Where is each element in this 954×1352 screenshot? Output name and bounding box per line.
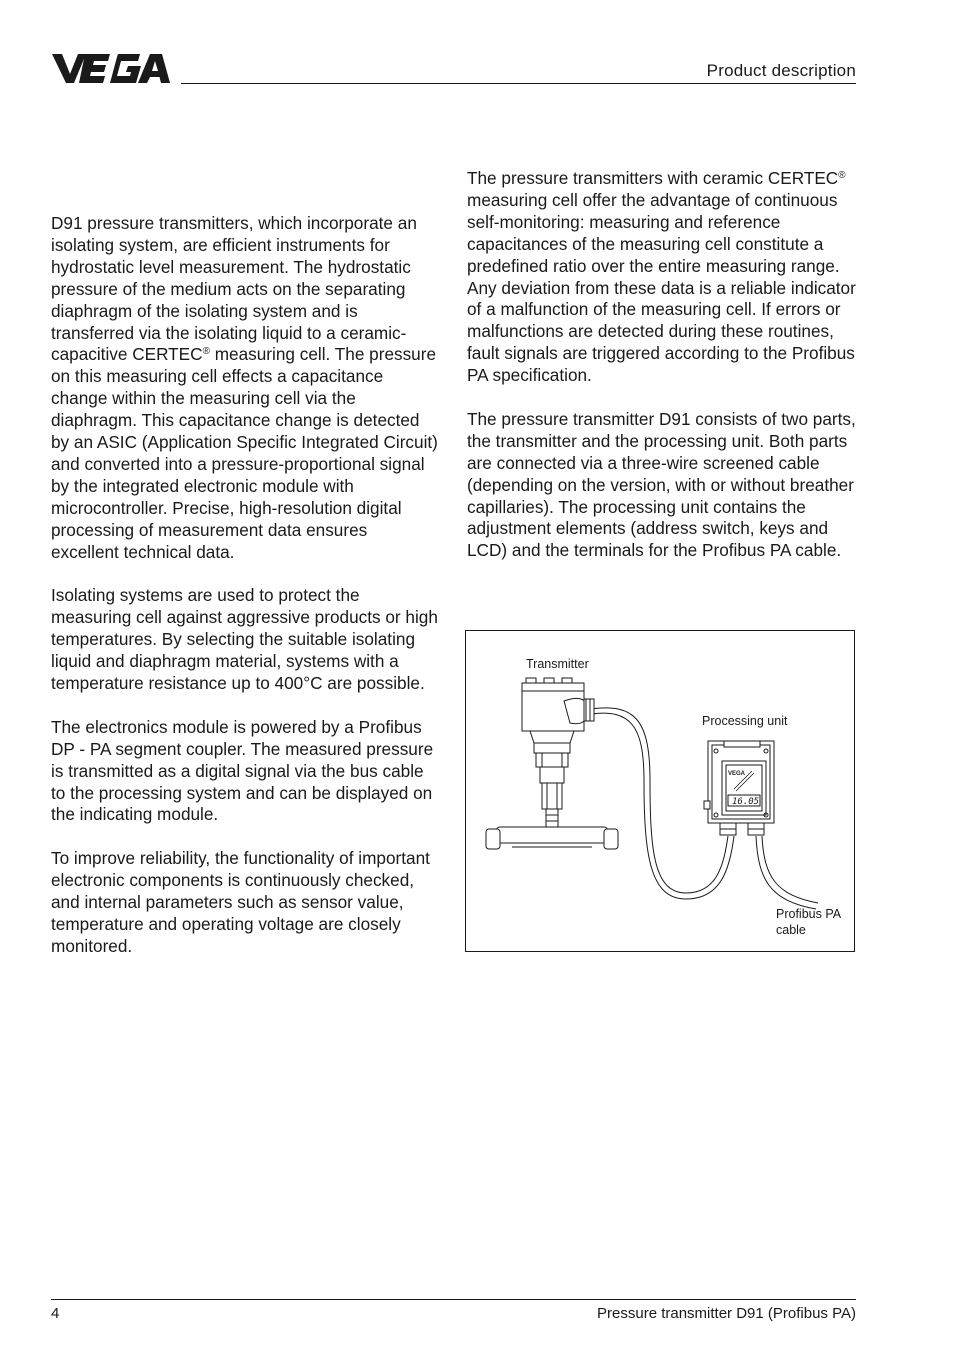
- header-rule: [181, 83, 856, 84]
- footer-title: Pressure transmitter D91 (Profibus PA): [597, 1305, 856, 1322]
- paragraph: To improve reliability, the functionality of important electronic components is continuously checked, and internal parameters such as sensor value, temperature and operating voltage are closely monitored.: [51, 848, 430, 956]
- paragraph: Isolating systems are used to protect the measuring cell against aggressive products or high temperatures. By selecting the suitable isolating liquid and diaphragm material, systems with a temperature resistance up to 400°C are possible.: [51, 585, 438, 694]
- device-logo: VEGA: [728, 771, 746, 777]
- label-transmitter: Transmitter: [526, 657, 589, 671]
- label-processing-unit: Processing unit: [702, 714, 788, 728]
- paragraph: The pressure transmitter D91 consists of two parts, the transmitter and the processing unit. Both parts are connected via a three-wire screened cable (depending on the version, with or without breather capillaries). The processing unit contains the adjustment elements (address switch, keys and LCD) and the terminals for the Profibus PA cable.: [467, 408, 856, 561]
- paragraph: D91 pressure transmitters, which incorporate an isolating system, are efficient instruments for hydrostatic level measurement. The hydrostatic pressure of the medium acts on the separating diaphragm of the isolating system and is transferred via the isolating liquid to a ceramic-capacitive CERTEC® measuring cell. The pressure on this measuring cell effects a capacitance change within the measuring cell via the diaphragm. This capacitance change is detected by an ASIC (Application Specific Integrated Circuit) and converted into a pressure-proportional signal by the integrated electronic module with microcontroller. Precise, high-resolution digital processing of measurement data ensures excellent technical data.: [51, 213, 438, 562]
- paragraph: The electronics module is powered by a Profibus DP - PA segment coupler. The measured pressure is transmitted as a digital signal via the bus cable to the processing system and can be displayed on the indicating module.: [51, 716, 434, 825]
- paragraph: The pressure transmitters with ceramic CERTEC® measuring cell offer the advantage of continuous self-monitoring: measuring and reference capacitances of the measuring cell constitute a predefined ratio over the entire measuring range. Any deviation from these data is a reliable indicator of a malfunction of the measuring cell. If errors or malfunctions are detected during these routines, fault signals are triggered according to the Profibus PA specification.: [467, 168, 856, 386]
- label-profibus-cable: Profibus PA cable: [776, 907, 842, 937]
- left-column: [51, 213, 439, 980]
- right-column: [467, 168, 856, 584]
- section-title: Product description: [706, 61, 856, 80]
- vega-logo: [52, 50, 172, 86]
- device-figure: [465, 630, 855, 952]
- page-number: 4: [51, 1305, 60, 1322]
- footer-rule: [51, 1299, 856, 1300]
- device-illustration: [466, 631, 854, 951]
- display-value: 16.05: [732, 797, 760, 807]
